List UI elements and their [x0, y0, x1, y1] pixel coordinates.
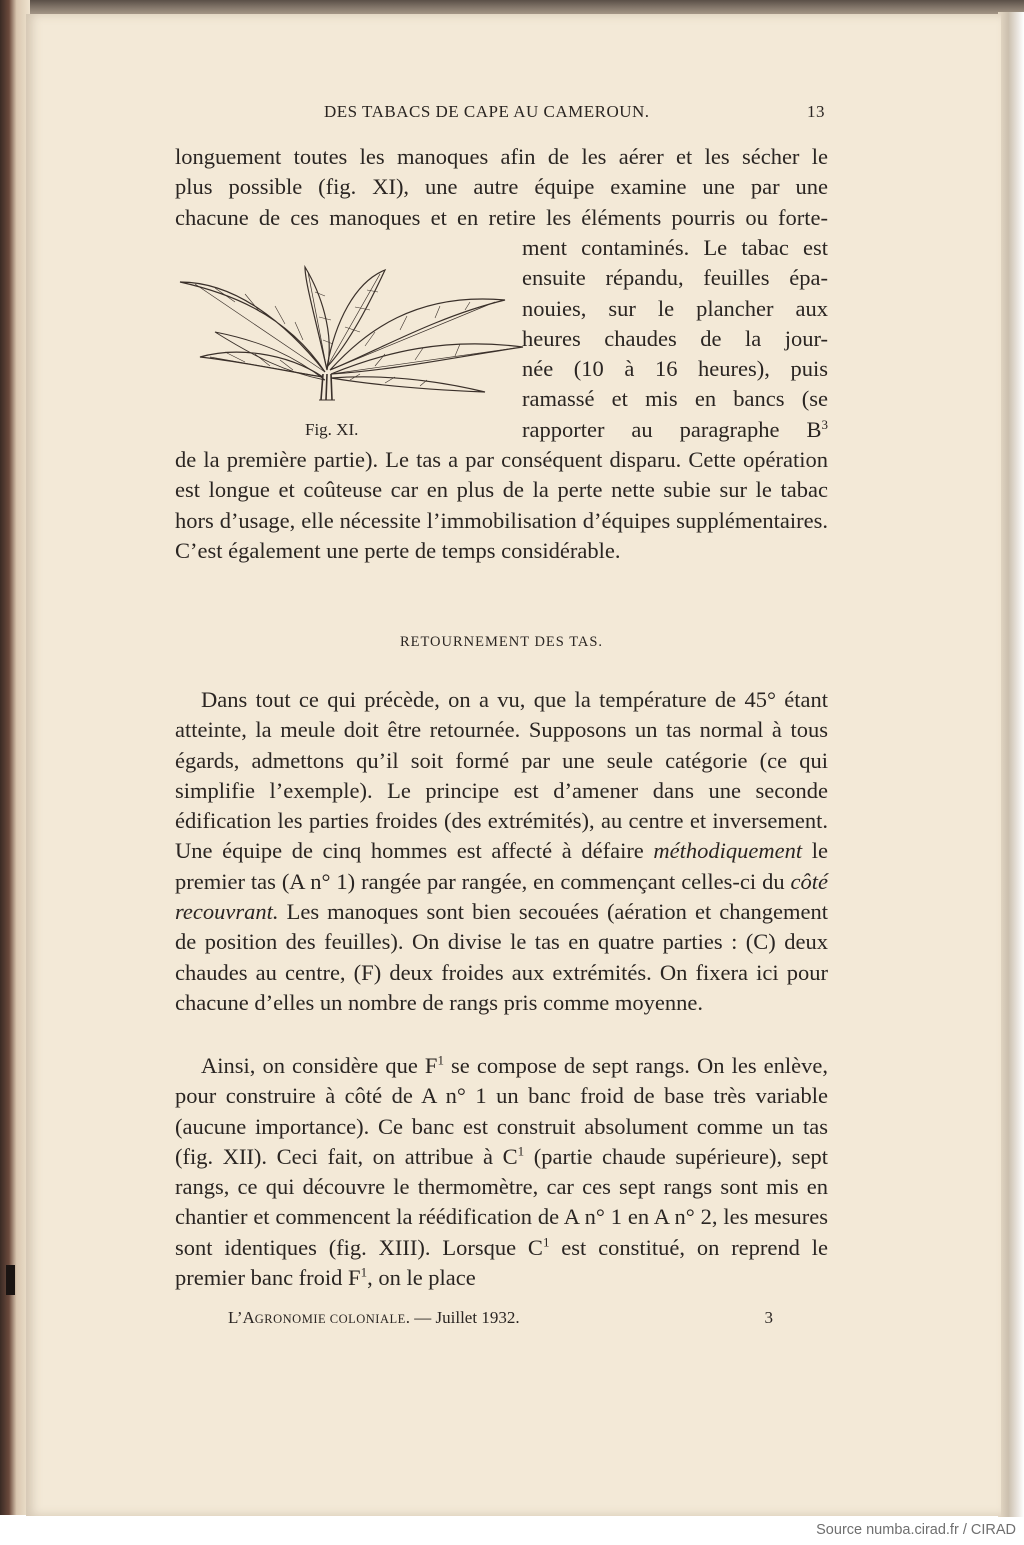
- paragraph: [175, 1051, 828, 1293]
- text-line: heures chaudes de la jour-: [522, 325, 828, 351]
- source-credit: Source numba.cirad.fr / CIRAD: [816, 1522, 1016, 1538]
- superscript: 1: [360, 1264, 368, 1280]
- text-line: [522, 415, 828, 445]
- superscript: 1: [517, 1143, 525, 1159]
- signature-mark: 3: [764, 1308, 773, 1327]
- paragraph-retournement-2: [175, 1051, 828, 1293]
- paragraph-continuation: [175, 445, 828, 566]
- text-line: ramassé et mis en bancs (se: [522, 386, 828, 412]
- tobacco-leaves-drawing-icon: [175, 262, 527, 402]
- page-footer: [228, 1308, 773, 1334]
- text-line: ment contaminés. Le tabac est: [522, 235, 828, 260]
- binding-mark: [6, 1265, 15, 1295]
- text-span: Dans tout ce qui précède, on a vu, que la température de 45° étant atteinte, la meule doit être retournée. Supposons un tas normal à tous égards, admettons qu’il soit formé par une seule catégorie (ce qui simplifie l’exemple). Le principe est d’amener dans une seconde édification les parties froides (des extrémités), au centre et inversement. Une équipe de cinq hommes est affecté à défaire: [175, 687, 828, 864]
- text-line: longuement toutes les manoques afin de les aérer et les sécher le: [175, 144, 828, 169]
- small-caps: GRONOMIE COLONIALE: [254, 1312, 406, 1326]
- text-span: Les manoques sont bien secouées (aération et changement de position des feuilles). On divise le tas en quatre parties : (C) deux chaudes au centre, (F) deux froides aux extrémités. On fixera ici pour chacune d’elles un nombre de rangs pris comme moyenne.: [175, 899, 828, 1015]
- emphasis: côté recouvrant.: [175, 868, 828, 925]
- text-line: née (10 à 16 heures), puis: [522, 356, 828, 382]
- text-line: plus possible (fig. XI), une autre équipe examine une par une: [175, 174, 828, 200]
- text-span: . — Juillet 1932.: [405, 1308, 520, 1327]
- text-line: ensuite répandu, feuilles épa-: [522, 265, 828, 291]
- figure-caption: Fig. XI.: [305, 420, 359, 439]
- emphasis: méthodiquement: [653, 838, 803, 864]
- opening-lines: [175, 142, 828, 233]
- superscript: 1: [542, 1234, 550, 1250]
- section-heading: RETOURNEMENT DES TAS.: [399, 634, 604, 650]
- page-stack-edge: [998, 12, 1024, 1517]
- superscript: 3: [821, 416, 828, 432]
- running-title: DES TABACS DE CAPE AU CAMEROUN.: [324, 102, 650, 121]
- page-number: 13: [807, 102, 825, 121]
- text-span: (partie chaude supérieure), sept rangs, ce qui découvre le thermomètre, car ces sept rangs sont mis en chantier et commencent la réédification de A n° 1 en A n° 2, les mesures sont identiques (fig. XIII). Lorsque C: [175, 1143, 828, 1260]
- text-span: , on le place: [367, 1265, 476, 1291]
- text-line: chacune de ces manoques et en retire les éléments pourris ou forte-: [175, 204, 828, 230]
- text-span: L’A: [228, 1308, 255, 1327]
- paragraph: de la première partie). Le tas a par conséquent disparu. Cette opération est longue et coûteuse car en plus de la perte nette subie sur le tabac hors d’usage, elle nécessite l’immobilisation d’équipes supplémentaires. C’est également une perte de temps considérable.: [175, 447, 828, 563]
- paragraph-retournement-1: [175, 685, 828, 1018]
- text-span: se compose de sept rangs. On les enlève, pour construire à côté de A n° 1 un banc froid de base très variable (aucune importance). Ce banc est construit absolument comme un tas (fig. XII). Ceci fait, on attribue à C: [175, 1053, 828, 1169]
- journal-reference: [228, 1308, 520, 1328]
- paragraph: [175, 685, 828, 1018]
- text-span: est constitué, on reprend le premier banc froid F: [175, 1234, 828, 1291]
- text-span: le premier tas (A n° 1) rangée par rangée, en commençant celles-ci du: [175, 838, 828, 894]
- superscript: 1: [437, 1052, 444, 1068]
- text-span: Ainsi, on considère que F: [201, 1053, 438, 1078]
- text-span: rapporter au paragraphe B: [522, 416, 822, 442]
- wrapped-text: [522, 233, 828, 445]
- running-head: [180, 100, 825, 130]
- text-line: nouies, sur le plancher aux: [522, 295, 828, 321]
